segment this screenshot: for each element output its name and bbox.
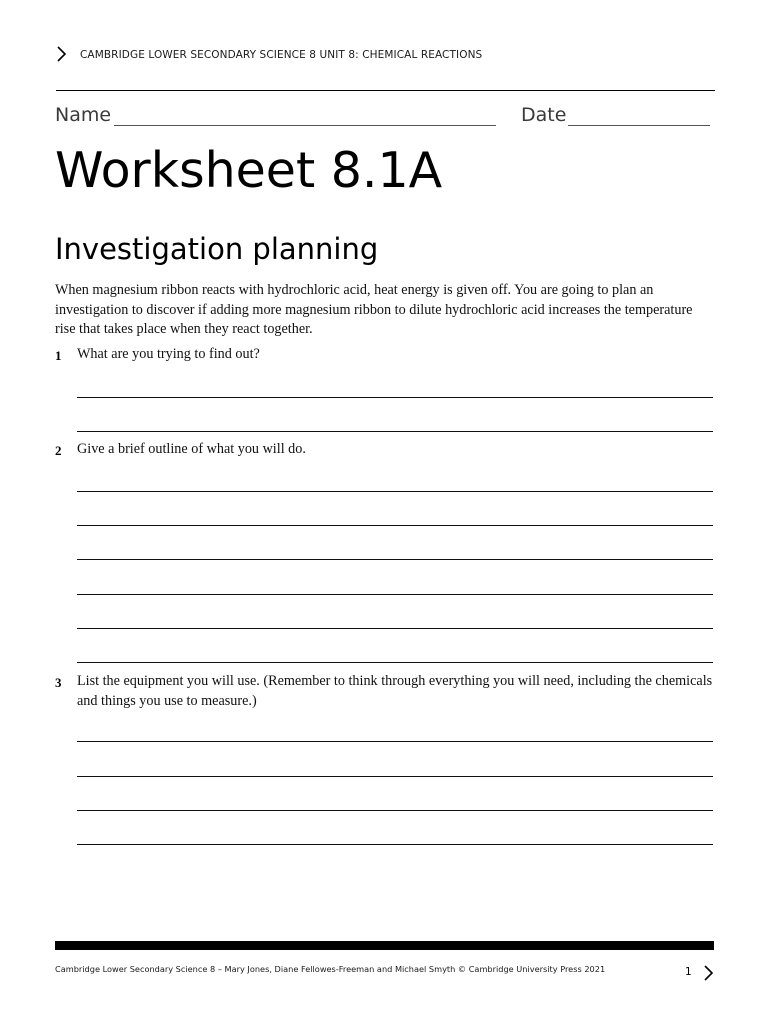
chevron-right-icon xyxy=(52,44,70,64)
question-text: List the equipment you will use. (Remember to think through everything you will need, including the chemicals and things you use to measure.) xyxy=(77,673,713,709)
intro-paragraph: When magnesium ribbon reacts with hydrochloric acid, heat energy is given off. You are going to plan an investigation to discover if adding more magnesium ribbon to dilute hydrochloric acid increases the temperature rise that takes place when they react together. xyxy=(55,282,693,337)
date-label: Date xyxy=(521,104,567,126)
chevron-right-icon[interactable] xyxy=(700,963,716,983)
worksheet-title: Worksheet 8.1A xyxy=(55,142,443,199)
answer-line[interactable] xyxy=(77,628,713,629)
answer-line[interactable] xyxy=(77,844,713,845)
answer-line[interactable] xyxy=(77,525,713,526)
answer-line[interactable] xyxy=(77,397,713,398)
question-text: Give a brief outline of what you will do. xyxy=(77,441,306,457)
answer-line[interactable] xyxy=(77,491,713,492)
answer-line[interactable] xyxy=(77,662,713,663)
answer-line[interactable] xyxy=(77,741,713,742)
name-field-line[interactable] xyxy=(114,125,496,126)
answer-line[interactable] xyxy=(77,810,713,811)
question-number: 3 xyxy=(55,675,62,690)
date-field-line[interactable] xyxy=(568,125,710,126)
worksheet-subtitle: Investigation planning xyxy=(55,232,379,266)
question-text: What are you trying to find out? xyxy=(77,346,260,362)
answer-line[interactable] xyxy=(77,431,713,432)
page-number: 1 xyxy=(685,966,692,978)
question-number: 2 xyxy=(55,443,62,458)
answer-line[interactable] xyxy=(77,559,713,560)
answer-line[interactable] xyxy=(77,594,713,595)
answer-line[interactable] xyxy=(77,776,713,777)
question-number: 1 xyxy=(55,348,62,363)
footer-credits: Cambridge Lower Secondary Science 8 – Mary Jones, Diane Fellowes-Freeman and Michael Smyth © Cambridge University Press 2021 xyxy=(55,964,606,974)
header-divider xyxy=(56,90,715,91)
footer-bar xyxy=(55,941,714,950)
header-series-title: CAMBRIDGE LOWER SECONDARY SCIENCE 8 UNIT 8: CHEMICAL REACTIONS xyxy=(80,49,483,61)
name-label: Name xyxy=(55,104,112,126)
